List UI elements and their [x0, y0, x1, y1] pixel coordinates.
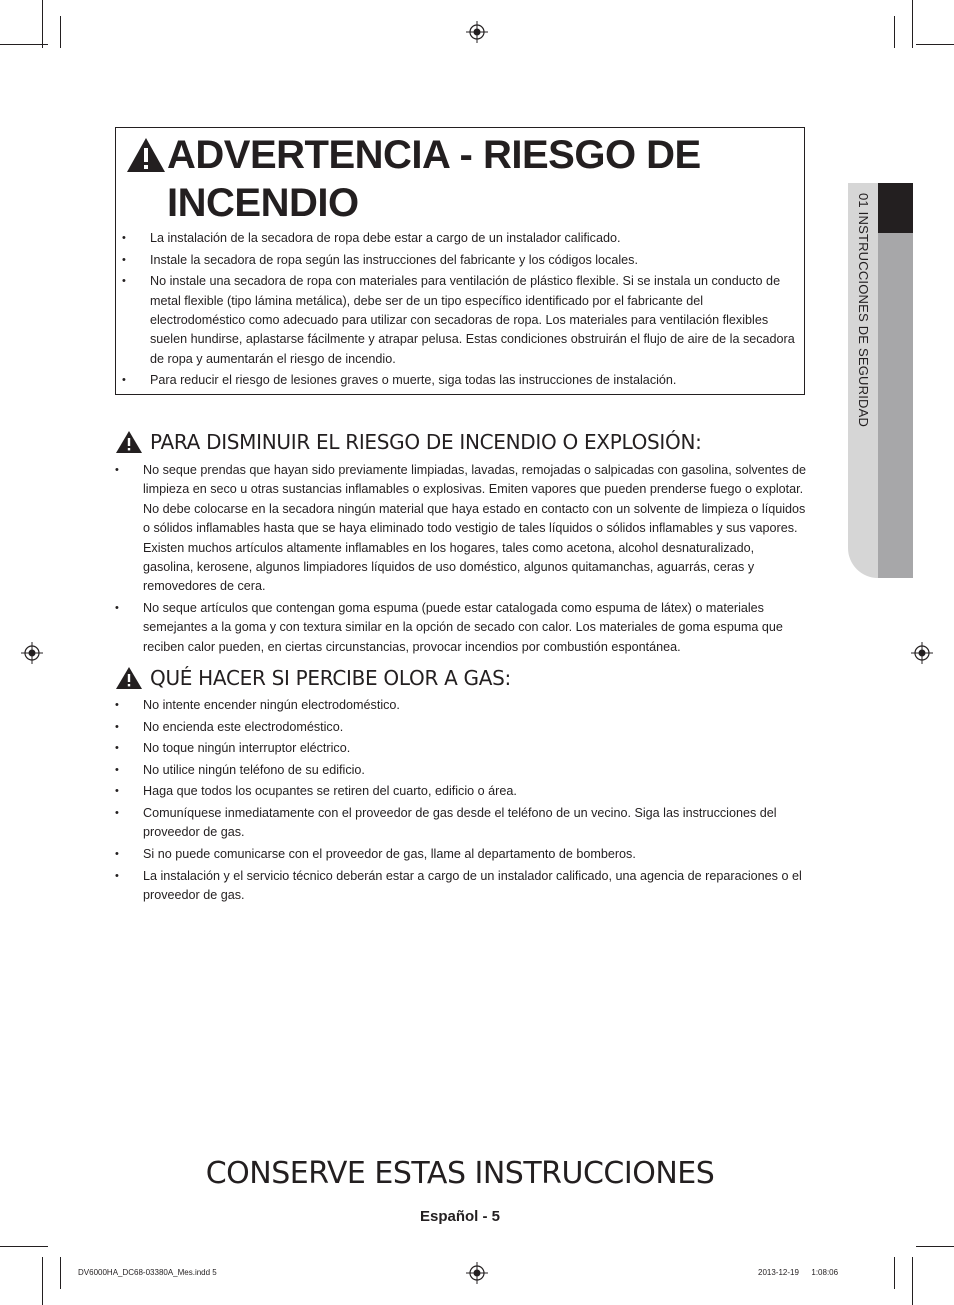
- list-item: • No utilice ningún teléfono de su edificio.: [115, 761, 807, 780]
- crop-mark: [60, 1257, 61, 1289]
- warning-list: [122, 229, 800, 393]
- gas-list: [115, 696, 807, 908]
- crop-mark: [0, 1246, 48, 1247]
- list-item: • Comuníquese inmediatamente con el proveedor de gas desde el teléfono de un vecino. Siga las instrucciones del proveedor de gas.: [115, 804, 807, 843]
- section-heading-text: PARA DISMINUIR EL RIESGO DE INCENDIO O EXPLOSIÓN:: [150, 430, 702, 454]
- page-number: Español - 5: [419, 1208, 501, 1225]
- warning-triangle-icon: [115, 666, 143, 690]
- crop-mark: [916, 1246, 954, 1247]
- crop-mark: [894, 1257, 895, 1289]
- crop-mark: [42, 0, 43, 48]
- crop-mark: [0, 44, 48, 45]
- list-item: • No toque ningún interruptor eléctrico.: [115, 739, 807, 758]
- warning-title: ADVERTENCIA - RIESGO DE INCENDIO: [167, 133, 701, 225]
- list-item: • Para reducir el riesgo de lesiones graves o muerte, siga todas las instrucciones de instalación.: [122, 371, 800, 390]
- list-item: • No seque artículos que contengan goma espuma (puede estar catalogada como espuma de látex) o materiales semejantes a la goma y con textura similar en la opción de secado con calor. Los materiales de goma espuma que reciben calor pueden, en ciertas circunstancias, provocar incendios por combustión espontánea.: [115, 599, 807, 657]
- list-item: • La instalación y el servicio técnico deberán estar a cargo de un instalador calificado, una agencia de reparaciones o el proveedor de gas.: [115, 867, 807, 906]
- print-timestamp: 2013-12-19 1:08:06: [758, 1268, 839, 1277]
- registration-mark-icon: [911, 642, 933, 664]
- print-file-name: DV6000HA_DC68-03380A_Mes.indd 5: [78, 1268, 217, 1277]
- list-item: • Instale la secadora de ropa según las instrucciones del fabricante y los códigos locales.: [122, 251, 800, 270]
- registration-mark-icon: [21, 642, 43, 664]
- section-heading-text: QUÉ HACER SI PERCIBE OLOR A GAS:: [150, 666, 511, 690]
- list-item: • No instale una secadora de ropa con materiales para ventilación de plástico flexible. Si se instala un conducto de metal flexible (tipo lámina metálica), debe ser de un tipo específico identificado por el fabricante del electrodoméstico como adecuado para utilizar con secadoras de ropa. Los materiales para ventilación flexibles suelen hundirse, aplastarse fácilmente y atrapar pelusa. Estas condiciones obstruirán el flujo de aire de la secadora de ropa y aumentarán el riesgo de incendio.: [122, 272, 800, 369]
- registration-mark-icon: [466, 21, 488, 43]
- list-item: • No seque prendas que hayan sido previamente limpiadas, lavadas, remojadas o salpicadas con gasolina, solventes de limpieza en seco u otras sustancias inflamables o explosivas. Emiten vapores que pueden prenderse fuego o explotar. No debe colocarse en la secadora ningún material que haya estado en contacto con un solvente de limpieza o líquidos o sólidos inflamables hasta que se haya eliminado todo vestigio de tales líquidos o sólidos inflamables y sus vapores. Existen muchos artículos altamente inflamables en los hogares, tales como acetona, alcohol desnaturalizado, gasolina, kerosene, algunos limpiadores líquidos de uso doméstico, algunos quitamanchas, aguarrás, ceras y removedores de cera.: [115, 461, 807, 597]
- chapter-side-tab: [848, 183, 913, 578]
- crop-mark: [894, 16, 895, 48]
- list-item: • No encienda este electrodoméstico.: [115, 718, 807, 737]
- list-item: • La instalación de la secadora de ropa debe estar a cargo de un instalador calificado.: [122, 229, 800, 248]
- warning-triangle-icon: [115, 430, 143, 454]
- side-tab-stripe: [878, 233, 913, 578]
- side-tab-marker: [878, 183, 913, 233]
- crop-mark: [916, 44, 954, 45]
- crop-mark: [42, 1257, 43, 1305]
- side-tab-label: 01 INSTRUCCIONES DE SEGURIDAD: [856, 193, 871, 428]
- crop-mark: [60, 16, 61, 48]
- warning-triangle-icon: [125, 136, 167, 174]
- fire-list: [115, 461, 807, 659]
- list-item: • No intente encender ningún electrodoméstico.: [115, 696, 807, 715]
- crop-mark: [912, 0, 913, 48]
- crop-mark: [912, 1257, 913, 1305]
- fire-section-heading: [115, 430, 702, 454]
- list-item: • Haga que todos los ocupantes se retiren del cuarto, edificio o área.: [115, 782, 807, 801]
- closing-heading: CONSERVE ESTAS INSTRUCCIONES: [205, 1156, 715, 1191]
- list-item: • Si no puede comunicarse con el proveedor de gas, llame al departamento de bomberos.: [115, 845, 807, 864]
- gas-section-heading: [115, 666, 511, 690]
- registration-mark-icon: [466, 1262, 488, 1284]
